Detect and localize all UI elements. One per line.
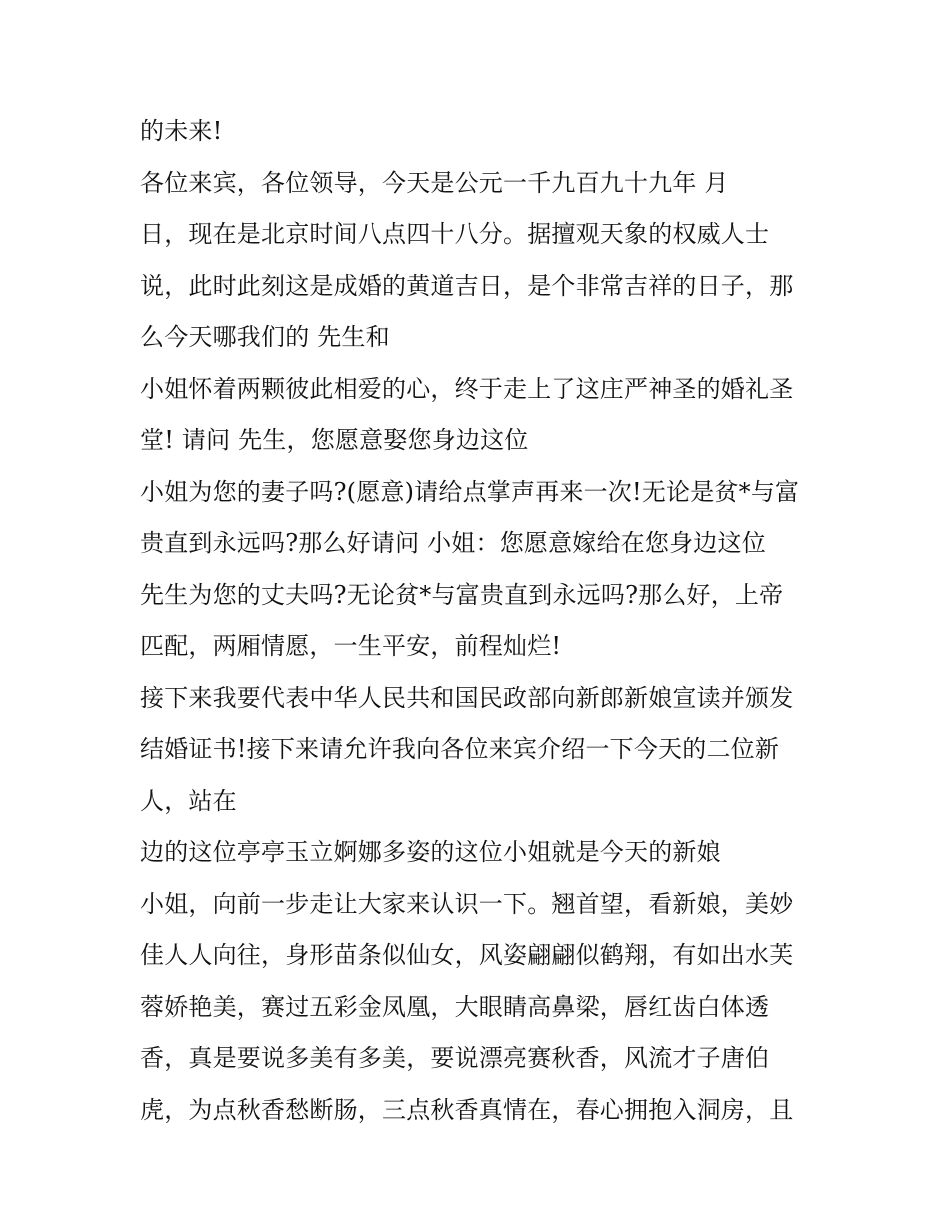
text-line: 蓉娇艳美，赛过五彩金凤凰，大眼睛高鼻梁，唇红齿白体透 [140, 992, 770, 1021]
text-line: 人，站在 [140, 786, 237, 815]
text-line: 边的这位亭亭玉立婀娜多姿的这位小姐就是今天的新娘 [140, 838, 721, 866]
text-line: 说，此时此刻这是成婚的黄道吉日，是个非常吉祥的日子，那 [140, 271, 794, 300]
text-line: 贵直到永远吗?那么好请问 小姐：您愿意嫁给在您身边这位 [140, 529, 766, 557]
text-line: 结婚证书!接下来请允许我向各位来宾介绍一下今天的二位新 [140, 735, 780, 763]
text-line: 佳人人向往，身形苗条似仙女，风姿翩翩似鹤翔，有如出水芙 [140, 941, 794, 969]
text-line: 接下来我要代表中华人民共和国民政部向新郎新娘宣读并颁发 [140, 683, 794, 712]
text-line: 小姐，向前一步走让大家来认识一下。翘首望，看新娘，美妙 [140, 889, 794, 918]
text-line: 么今天哪我们的 先生和 [140, 323, 390, 351]
text-line: 的未来! [140, 117, 223, 145]
text-line: 各位来宾，各位领导，今天是公元一千九百九十九年 月 [140, 168, 729, 197]
text-line: 香，真是要说多美有多美，要说漂亮赛秋香，风流才子唐伯 [140, 1044, 770, 1072]
text-line: 先生为您的丈夫吗?无论贫*与富贵直到永远吗?那么好，上帝 [140, 580, 784, 609]
text-line: 日，现在是北京时间八点四十八分。据擅观天象的权威人士 [140, 220, 770, 248]
text-line: 堂! 请问 先生，您愿意娶您身边这位 [140, 426, 529, 454]
document-body [140, 106, 820, 1136]
text-line: 小姐为您的妻子吗?(愿意)请给点掌声再来一次!无论是贫*与富 [140, 477, 800, 506]
text-line: 匹配，两厢情愿，一生平安，前程灿烂! [140, 632, 562, 660]
text-line: 小姐怀着两颗彼此相爱的心，终于走上了这庄严神圣的婚礼圣 [140, 374, 794, 403]
text-line: 虎，为点秋香愁断肠，三点秋香真情在，春心拥抱入洞房，且 [140, 1095, 794, 1124]
